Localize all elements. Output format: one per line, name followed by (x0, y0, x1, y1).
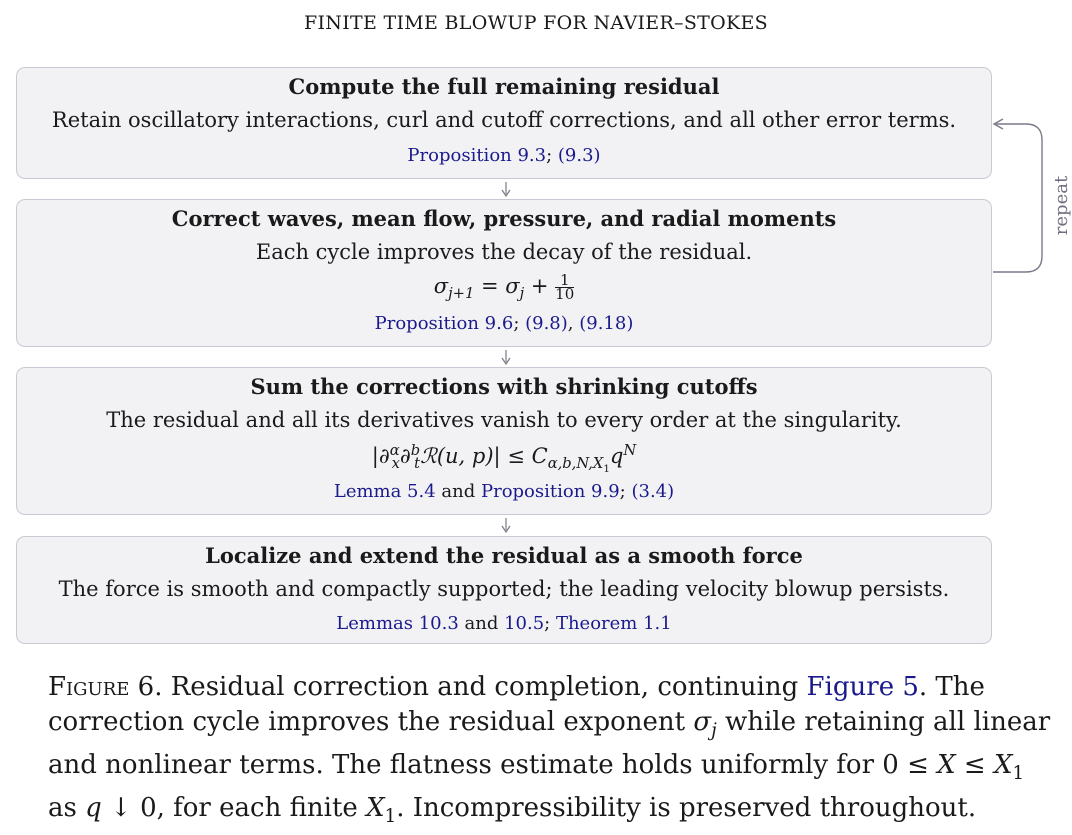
box-description: The residual and all its derivatives vanish to every order at the singularity. (106, 408, 902, 432)
ref-separator: ; (513, 313, 526, 334)
flatness-estimate-equation: |∂$^\alpha_x$∂$^b_t$ℛ(u, $p)| \le C_{\alpha,b,N,X_1}q^N$ (371, 442, 637, 476)
box-description: The force is smooth and compactly supported; the leading velocity blowup persists. (58, 577, 950, 601)
box-references (17, 613, 991, 634)
down-arrow-icon (496, 348, 516, 368)
ref-link[interactable]: (9.3) (557, 145, 601, 166)
box-title: Sum the corrections with shrinking cutoffs (250, 374, 758, 399)
box-title: Compute the full remaining residual (288, 74, 720, 99)
box-references (17, 481, 991, 502)
figure-label: Figure 6. (48, 672, 163, 702)
ref-link[interactable]: Theorem 1.1 (555, 613, 672, 634)
box-description: Each cycle improves the decay of the residual. (255, 240, 753, 264)
ref-separator: ; (546, 145, 558, 166)
repeat-label: repeat (1051, 173, 1072, 238)
ref-link[interactable]: (9.8) (525, 313, 568, 334)
ref-link[interactable]: Lemma 5.4 (333, 481, 436, 502)
ref-link[interactable]: Proposition 9.3 (407, 145, 547, 166)
sigma-update-equation: $\sigma_{j+1} = \sigma_j$ + $\frac{1}{10}$ (433, 271, 575, 303)
repeat-loop-arrow-icon (990, 112, 1060, 282)
flow-box-sum-corrections (16, 367, 992, 515)
ref-separator: and (435, 481, 481, 502)
ref-link[interactable]: Proposition 9.9 (480, 481, 620, 502)
down-arrow-icon (496, 180, 516, 200)
box-description: Retain oscillatory interactions, curl and cutoff corrections, and all other error terms. (51, 108, 957, 132)
running-head: FINITE TIME BLOWUP FOR NAVIER–STOKES (303, 12, 769, 34)
ref-separator: and (458, 613, 505, 634)
ref-link[interactable]: Proposition 9.6 (374, 313, 514, 334)
ref-link[interactable]: Lemmas 10.3 (336, 613, 459, 634)
figure-5-link[interactable]: Figure 5 (806, 672, 919, 702)
flow-box-correct-waves (16, 199, 992, 347)
down-arrow-icon (496, 516, 516, 536)
box-title: Correct waves, mean flow, pressure, and radial moments (171, 206, 837, 231)
box-title: Localize and extend the residual as a smooth force (205, 543, 803, 568)
ref-separator: ; (619, 481, 632, 502)
ref-separator: ; (544, 613, 556, 634)
ref-separator: , (567, 313, 580, 334)
ref-link[interactable]: 10.5 (504, 613, 545, 634)
ref-link[interactable]: (3.4) (631, 481, 675, 502)
flow-box-localize-extend (16, 536, 992, 644)
flow-box-compute-residual (16, 67, 992, 179)
box-references (17, 313, 991, 334)
ref-link[interactable]: (9.18) (579, 313, 634, 334)
figure-caption: Figure 6. Residual correction and completion, continuing Figure 5. The correction cycle improves the residual exponent $\sigma_j$ while retaining all linear and nonlinear terms. The flatness estimate holds uniformly for $0 \le X \le X_1$ as q ↓ 0, for each finite $X_1$. Incompressibility is preserved throughout. (48, 672, 1051, 828)
box-references (17, 145, 991, 166)
